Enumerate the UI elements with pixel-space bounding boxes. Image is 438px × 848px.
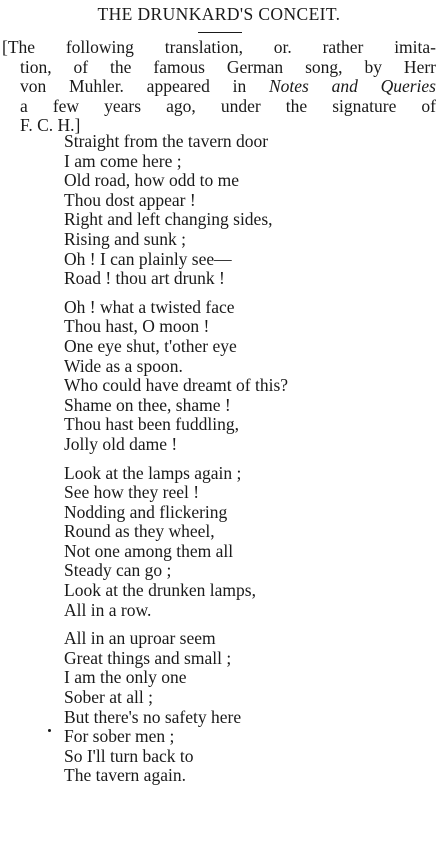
- stanza-2: [64, 298, 434, 455]
- poem-line: Shame on thee, shame !: [64, 394, 231, 415]
- poem-line: Great things and small ;: [64, 647, 232, 668]
- poem-line: Who could have dreamt of this?: [64, 375, 289, 396]
- poem-line: Straight from the tavern door: [64, 131, 269, 151]
- stanza-1: [64, 132, 434, 289]
- poem-title: THE DRUNKARD'S CONCEIT.: [97, 4, 341, 24]
- poem-line: Round as they wheel,: [64, 521, 215, 542]
- poem-line: See how they reel !: [64, 482, 200, 503]
- intro-note: [2, 38, 436, 136]
- poem-line: Oh ! I can plainly see—: [64, 248, 232, 269]
- stanza-4: [64, 629, 434, 786]
- intro-line-2: tion, of the famous German song, by Herr: [20, 56, 436, 77]
- poem-line: The tavern again.: [64, 765, 186, 786]
- title-divider: [198, 32, 242, 33]
- poem-line: Thou hast been fuddling,: [64, 414, 239, 435]
- poem-line: Right and left changing sides,: [64, 209, 273, 230]
- poem-line: I am the only one: [64, 667, 187, 688]
- poem-line: Old road, how odd to me: [64, 170, 239, 191]
- poem-line: Thou hast, O moon !: [64, 316, 210, 337]
- poem-line: Road ! thou art drunk !: [64, 268, 225, 289]
- poem-line: One eye shut, t'other eye: [64, 335, 237, 356]
- poem-line: Sober at all ;: [64, 687, 153, 708]
- stanza-3: [64, 464, 434, 621]
- poem-line: Rising and sunk ;: [64, 228, 187, 249]
- intro-line-3: [2, 77, 436, 97]
- intro-line-4: a few years ago, under the signature of: [20, 95, 436, 116]
- poem-line: For sober men ;: [64, 726, 175, 747]
- intro-line-5: F. C. H.]: [20, 115, 81, 135]
- poem-line: Thou dost appear !: [64, 189, 196, 210]
- print-speck: [48, 729, 51, 732]
- publication-name: Notes and Queries: [268, 76, 436, 96]
- poem-line: I am come here ;: [64, 150, 182, 171]
- poem-body: [64, 132, 434, 795]
- poem-line: Look at the lamps again ;: [64, 462, 242, 483]
- poem-line: Nodding and flickering: [64, 501, 228, 522]
- poem-line: Steady can go ;: [64, 560, 172, 581]
- intro-line-3-text: von Muhler. appeared in: [20, 76, 269, 96]
- poem-line: Jolly old dame !: [64, 433, 178, 454]
- poem-line: So I'll turn back to: [64, 745, 194, 766]
- intro-line-1: [The following translation, or. rather imita-: [2, 37, 436, 57]
- poem-line: Not one among them all: [64, 540, 234, 561]
- poem-line: Oh ! what a twisted face: [64, 296, 235, 317]
- poem-line: But there's no safety here: [64, 706, 242, 727]
- poem-line: All in an uproar seem: [64, 628, 216, 649]
- poem-line: Wide as a spoon.: [64, 355, 183, 376]
- poem-line: Look at the drunken lamps,: [64, 580, 256, 601]
- poem-line: All in a row.: [64, 599, 152, 620]
